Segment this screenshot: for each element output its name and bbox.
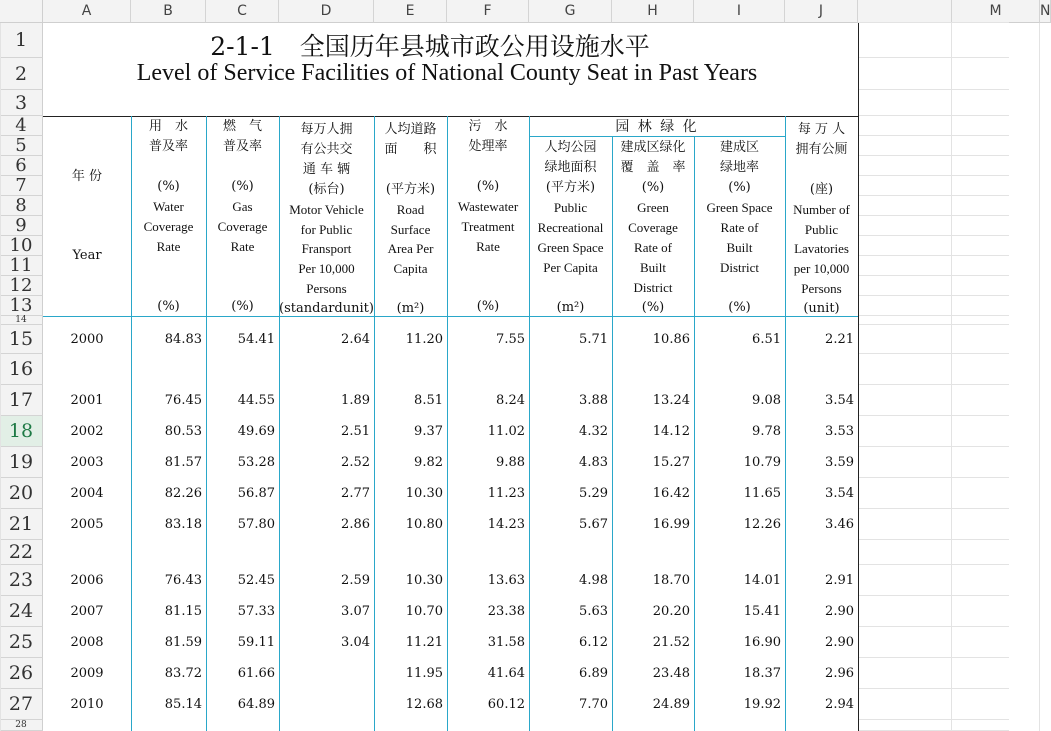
value-cell-c[interactable]: 57.33 — [237, 604, 275, 619]
row-header[interactable]: 24 — [0, 596, 43, 627]
value-cell-i[interactable]: 9.78 — [752, 424, 781, 439]
header-line-d: 每万人拥 — [300, 122, 353, 137]
row-header[interactable]: 3 — [0, 90, 43, 116]
row-header[interactable]: 4 — [0, 116, 43, 136]
header-line-j: (座) — [809, 181, 834, 197]
column-header[interactable] — [858, 0, 952, 23]
header-line-b: Rate — [156, 239, 181, 254]
value-cell-d[interactable]: 3.04 — [341, 635, 370, 650]
header-line-b: (%) — [157, 299, 180, 314]
value-cell-d[interactable]: 2.86 — [341, 517, 370, 532]
row-header[interactable]: 27 — [0, 689, 43, 720]
header-line-d: (standardunit) — [279, 301, 374, 317]
value-cell-d[interactable]: 2.64 — [341, 332, 370, 347]
value-cell-b[interactable]: 85.14 — [164, 697, 202, 712]
value-cell-f[interactable]: 9.88 — [496, 455, 525, 470]
header-line-c: (%) — [231, 299, 254, 314]
value-cell-f[interactable]: 7.55 — [496, 332, 525, 347]
header-line-j: Public — [804, 221, 839, 237]
header-line-c: 燃 气 — [222, 119, 262, 134]
column-header[interactable]: H — [612, 0, 694, 23]
value-cell-j[interactable]: 2.90 — [825, 604, 854, 619]
value-cell-h[interactable]: 18.70 — [652, 573, 690, 588]
value-cell-c[interactable]: 61.66 — [237, 666, 275, 681]
header-line-f: 污 水 — [468, 119, 508, 134]
header-line-h: Green — [637, 200, 669, 215]
row-header[interactable]: 25 — [0, 627, 43, 658]
value-cell-d[interactable]: 1.89 — [341, 393, 370, 408]
value-cell-g[interactable]: 6.89 — [579, 666, 608, 681]
year-header-en: Year — [72, 248, 102, 263]
row-header[interactable]: 13 — [0, 296, 43, 316]
value-cell-c[interactable]: 54.41 — [237, 332, 275, 347]
value-cell-j[interactable]: 3.54 — [825, 393, 854, 408]
value-cell-g[interactable]: 5.67 — [579, 517, 608, 532]
header-line-e: 人均道路 — [384, 122, 437, 137]
header-line-h: (%) — [641, 180, 665, 195]
value-cell-b[interactable]: 82.26 — [164, 486, 202, 501]
header-line-i: Built — [726, 240, 753, 255]
table-title-chinese: 2-1-1 全国历年县城市政公用设施水平 — [210, 32, 650, 61]
header-line-j: Lavatories — [794, 241, 849, 257]
column-header[interactable]: M — [952, 0, 1040, 23]
header-line-i: (%) — [728, 300, 751, 315]
value-cell-f[interactable]: 11.23 — [487, 486, 525, 501]
column-header[interactable]: G — [529, 0, 612, 23]
row-header[interactable]: 21 — [0, 509, 43, 540]
header-line-c: (%) — [231, 179, 254, 194]
row-header[interactable]: 5 — [0, 136, 43, 156]
value-cell-e[interactable]: 11.20 — [405, 332, 443, 347]
header-line-h: District — [633, 280, 673, 295]
value-cell-c[interactable]: 56.87 — [237, 486, 275, 501]
value-cell-g[interactable]: 3.88 — [579, 393, 608, 408]
value-cell-d[interactable]: 2.51 — [341, 424, 370, 439]
value-cell-f[interactable]: 13.63 — [487, 573, 525, 588]
year-cell[interactable]: 2008 — [70, 635, 104, 650]
header-line-c: Coverage — [217, 219, 268, 234]
value-cell-h[interactable]: 13.24 — [652, 393, 690, 408]
value-cell-i[interactable]: 16.90 — [743, 635, 781, 650]
header-line-g: Per Capita — [543, 260, 598, 275]
column-header[interactable]: C — [206, 0, 279, 23]
column-header[interactable]: N — [1040, 0, 1051, 23]
header-line-e: Capita — [393, 261, 428, 277]
column-header[interactable]: E — [374, 0, 447, 23]
value-cell-j[interactable]: 3.46 — [825, 517, 854, 532]
year-cell[interactable]: 2007 — [70, 604, 104, 619]
header-line-b: Water — [153, 199, 184, 214]
header-line-c: Rate — [230, 239, 255, 254]
value-cell-f[interactable]: 31.58 — [487, 635, 525, 650]
year-header-cn: 年 份 — [71, 169, 103, 184]
year-cell[interactable]: 2001 — [70, 393, 104, 408]
header-line-h: 建成区绿化 — [620, 140, 686, 155]
value-cell-g[interactable]: 4.98 — [579, 573, 608, 588]
row-header[interactable]: 18 — [0, 416, 43, 447]
header-line-f: (%) — [476, 179, 500, 194]
row-header[interactable]: 15 — [0, 325, 43, 354]
value-cell-i[interactable]: 9.08 — [752, 393, 781, 408]
header-line-f: (%) — [476, 299, 500, 314]
year-cell[interactable]: 2006 — [70, 573, 104, 588]
header-line-d: (标台) — [308, 181, 345, 197]
header-line-g: Green Space — [537, 240, 604, 255]
value-cell-i[interactable]: 11.65 — [743, 486, 781, 501]
value-cell-g[interactable]: 5.63 — [579, 604, 608, 619]
header-line-d: 通 车 辆 — [302, 161, 351, 177]
value-cell-b[interactable]: 81.59 — [164, 635, 202, 650]
header-line-b: (%) — [157, 179, 180, 194]
header-line-b: 普及率 — [148, 139, 188, 154]
year-cell[interactable]: 2005 — [70, 517, 104, 532]
value-cell-j[interactable]: 3.53 — [825, 424, 854, 439]
value-cell-g[interactable]: 7.70 — [579, 697, 608, 712]
value-cell-h[interactable]: 14.12 — [652, 424, 690, 439]
header-line-f: 处理率 — [468, 139, 508, 154]
row-header[interactable]: 8 — [0, 196, 43, 216]
value-cell-g[interactable]: 5.29 — [579, 486, 608, 501]
value-cell-c[interactable]: 52.45 — [237, 573, 275, 588]
value-cell-f[interactable]: 60.12 — [487, 697, 525, 712]
select-all-corner[interactable] — [0, 0, 43, 23]
row-header[interactable]: 11 — [0, 256, 43, 276]
header-line-f: Wastewater — [457, 199, 519, 214]
header-line-d: Fransport — [301, 241, 352, 257]
value-cell-d[interactable]: 2.59 — [341, 573, 370, 588]
value-cell-d[interactable]: 3.07 — [341, 604, 370, 619]
value-cell-e[interactable]: 10.30 — [405, 486, 443, 501]
header-line-h: Rate of — [634, 240, 672, 255]
value-cell-g[interactable]: 5.71 — [579, 332, 608, 347]
header-line-j: 拥有公厕 — [795, 141, 848, 157]
row-header[interactable]: 23 — [0, 565, 43, 596]
value-cell-i[interactable]: 10.79 — [743, 455, 781, 470]
year-cell[interactable]: 2009 — [70, 666, 104, 681]
value-cell-c[interactable]: 64.89 — [237, 697, 275, 712]
header-line-d: for Public — [300, 221, 353, 237]
header-line-b: Coverage — [143, 219, 194, 234]
header-line-b: 用 水 — [148, 119, 188, 134]
value-cell-f[interactable]: 11.02 — [487, 424, 525, 439]
header-line-g: (平方米) — [545, 180, 596, 195]
header-line-d: 有公共交 — [300, 141, 353, 157]
table-title-english: Level of Service Facilities of National County Seat in Past Years — [136, 60, 758, 86]
row-header[interactable]: 26 — [0, 658, 43, 689]
header-line-e: 面 积 — [384, 141, 437, 157]
value-cell-i[interactable]: 18.37 — [743, 666, 781, 681]
value-cell-h[interactable]: 23.48 — [652, 666, 690, 681]
header-line-j: 每 万 人 — [797, 122, 846, 137]
value-cell-d[interactable]: 2.52 — [341, 455, 370, 470]
header-line-h: 覆 盖 率 — [620, 160, 686, 175]
header-line-g: 人均公园 — [544, 140, 597, 155]
header-line-j: Persons — [801, 281, 842, 297]
value-cell-j[interactable]: 2.94 — [825, 697, 854, 712]
row-header[interactable]: 7 — [0, 176, 43, 196]
header-line-i: District — [720, 260, 759, 275]
row-header[interactable]: 12 — [0, 276, 43, 296]
value-cell-e[interactable]: 8.51 — [414, 393, 443, 408]
year-cell[interactable]: 2000 — [70, 332, 104, 347]
row-header[interactable]: 16 — [0, 354, 43, 385]
value-cell-b[interactable]: 84.83 — [164, 332, 202, 347]
value-cell-g[interactable]: 6.12 — [579, 635, 608, 650]
green-group-header: 园 林 绿 化 — [615, 119, 699, 135]
value-cell-c[interactable]: 49.69 — [237, 424, 275, 439]
value-cell-b[interactable]: 76.43 — [164, 573, 202, 588]
value-cell-h[interactable]: 15.27 — [652, 455, 690, 470]
column-header[interactable]: B — [131, 0, 206, 23]
column-header[interactable]: F — [447, 0, 529, 23]
year-cell[interactable]: 2002 — [70, 424, 104, 439]
value-cell-b[interactable]: 80.53 — [164, 424, 202, 439]
row-header[interactable]: 2 — [0, 58, 43, 90]
value-cell-e[interactable]: 9.37 — [414, 424, 443, 439]
header-line-d: Per 10,000 — [298, 261, 355, 277]
row-header[interactable]: 28 — [0, 720, 43, 731]
header-line-i: Rate of — [720, 220, 759, 235]
value-cell-f[interactable]: 23.38 — [487, 604, 525, 619]
value-cell-e[interactable]: 12.68 — [405, 697, 443, 712]
header-line-i: 建成区 — [719, 140, 759, 155]
column-header[interactable]: A — [43, 0, 131, 23]
header-line-g: (m²) — [556, 300, 585, 315]
year-cell[interactable]: 2004 — [70, 486, 104, 501]
value-cell-f[interactable]: 14.23 — [487, 517, 525, 532]
row-header[interactable]: 9 — [0, 216, 43, 236]
value-cell-b[interactable]: 81.15 — [164, 604, 202, 619]
row-header[interactable]: 1 — [0, 23, 43, 58]
header-line-g: Recreational — [537, 220, 604, 235]
year-cell[interactable]: 2003 — [70, 455, 104, 470]
value-cell-e[interactable]: 11.21 — [405, 635, 443, 650]
row-header[interactable]: 10 — [0, 236, 43, 256]
header-line-j: (unit) — [803, 301, 840, 317]
year-cell[interactable]: 2010 — [70, 697, 104, 712]
header-line-j: per 10,000 — [793, 261, 850, 277]
header-line-g: 绿地面积 — [544, 160, 597, 175]
value-cell-h[interactable]: 16.99 — [652, 517, 690, 532]
header-line-c: 普及率 — [222, 139, 262, 154]
value-cell-g[interactable]: 4.83 — [579, 455, 608, 470]
column-header[interactable]: I — [694, 0, 785, 23]
value-cell-j[interactable]: 2.21 — [825, 332, 854, 347]
column-header[interactable]: J — [785, 0, 858, 23]
value-cell-h[interactable]: 24.89 — [652, 697, 690, 712]
value-cell-d[interactable]: 2.77 — [341, 486, 370, 501]
value-cell-i[interactable]: 12.26 — [743, 517, 781, 532]
row-header[interactable]: 6 — [0, 156, 43, 176]
value-cell-e[interactable]: 10.30 — [405, 573, 443, 588]
value-cell-j[interactable]: 2.91 — [825, 573, 854, 588]
value-cell-b[interactable]: 81.57 — [164, 455, 202, 470]
value-cell-e[interactable]: 10.80 — [405, 517, 443, 532]
value-cell-e[interactable]: 9.82 — [414, 455, 443, 470]
header-line-g: Public — [553, 200, 588, 215]
header-line-e: Area Per — [387, 241, 434, 257]
header-line-h: (%) — [641, 300, 665, 315]
value-cell-j[interactable]: 2.96 — [825, 666, 854, 681]
value-cell-c[interactable]: 53.28 — [237, 455, 275, 470]
header-line-e: Surface — [390, 221, 431, 237]
header-line-i: Green Space — [706, 200, 773, 215]
value-cell-g[interactable]: 4.32 — [579, 424, 608, 439]
header-line-i: (%) — [728, 180, 751, 195]
value-cell-b[interactable]: 76.45 — [164, 393, 202, 408]
row-header[interactable]: 19 — [0, 447, 43, 478]
header-line-e: Road — [396, 201, 425, 217]
value-cell-h[interactable]: 16.42 — [652, 486, 690, 501]
value-cell-i[interactable]: 15.41 — [743, 604, 781, 619]
value-cell-f[interactable]: 41.64 — [487, 666, 525, 681]
value-cell-h[interactable]: 10.86 — [652, 332, 690, 347]
value-cell-j[interactable]: 3.59 — [825, 455, 854, 470]
row-header[interactable]: 22 — [0, 540, 43, 565]
header-line-d: Persons — [306, 281, 347, 297]
row-header[interactable]: 20 — [0, 478, 43, 509]
value-cell-i[interactable]: 14.01 — [743, 573, 781, 588]
value-cell-j[interactable]: 3.54 — [825, 486, 854, 501]
value-cell-e[interactable]: 11.95 — [405, 666, 443, 681]
value-cell-b[interactable]: 83.18 — [164, 517, 202, 532]
value-cell-i[interactable]: 19.92 — [743, 697, 781, 712]
value-cell-h[interactable]: 20.20 — [652, 604, 690, 619]
header-line-f: Treatment — [461, 219, 515, 234]
header-line-i: 绿地率 — [719, 160, 759, 175]
value-cell-h[interactable]: 21.52 — [652, 635, 690, 650]
header-line-f: Rate — [476, 239, 500, 254]
column-header[interactable]: D — [279, 0, 374, 23]
header-line-c: Gas — [232, 199, 253, 214]
header-line-d: Motor Vehicle — [289, 201, 364, 217]
value-cell-i[interactable]: 6.51 — [752, 332, 781, 347]
value-cell-c[interactable]: 57.80 — [237, 517, 275, 532]
row-header[interactable]: 14 — [0, 316, 43, 325]
value-cell-c[interactable]: 44.55 — [237, 393, 275, 408]
value-cell-f[interactable]: 8.24 — [496, 393, 525, 408]
value-cell-j[interactable]: 2.90 — [825, 635, 854, 650]
header-line-e: (m²) — [396, 301, 425, 317]
header-line-e: (平方米) — [385, 181, 436, 197]
row-header[interactable]: 17 — [0, 385, 43, 416]
value-cell-c[interactable]: 59.11 — [237, 635, 275, 650]
value-cell-e[interactable]: 10.70 — [405, 604, 443, 619]
header-line-j: Number of — [793, 201, 850, 217]
value-cell-b[interactable]: 83.72 — [164, 666, 202, 681]
header-line-h: Built — [639, 260, 666, 275]
header-line-h: Coverage — [628, 220, 678, 235]
